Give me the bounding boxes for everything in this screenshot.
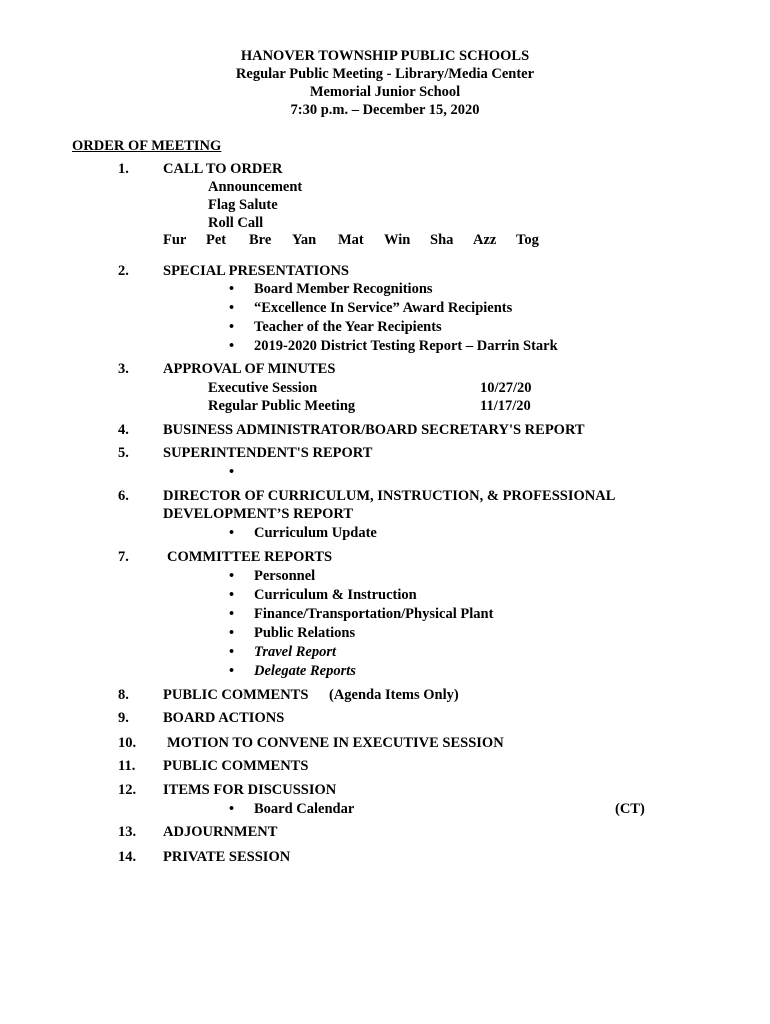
item-number: 7. xyxy=(118,549,129,565)
public-comments-title: PUBLIC COMMENTS xyxy=(163,758,309,774)
roll-name: Sha xyxy=(430,232,454,248)
item-number: 13. xyxy=(118,824,137,840)
list-item: Finance/Transportation/Physical Plant xyxy=(254,606,494,622)
announcement-subitem: Announcement xyxy=(208,179,303,195)
bullet-icon: • xyxy=(229,663,235,679)
roll-name: Pet xyxy=(206,232,227,248)
superintendent-report-title: SUPERINTENDENT'S REPORT xyxy=(163,445,373,461)
director-report-title: DIRECTOR OF CURRICULUM, INSTRUCTION, & PROFESSIONAL xyxy=(163,488,616,504)
roll-name: Azz xyxy=(473,232,497,248)
date-time-heading: 7:30 p.m. – December 15, 2020 xyxy=(290,102,480,118)
roll-name: Tog xyxy=(516,232,539,248)
item-number: 6. xyxy=(118,488,129,504)
bullet-icon: • xyxy=(229,625,235,641)
bullet-icon: • xyxy=(229,300,235,316)
ct-tag: (CT) xyxy=(615,801,645,817)
committee-reports-title: COMMITTEE REPORTS xyxy=(167,549,333,565)
list-item: Delegate Reports xyxy=(254,663,356,679)
bullet-icon: • xyxy=(229,281,235,297)
agenda-items-note: (Agenda Items Only) xyxy=(329,687,459,703)
roll-name: Fur xyxy=(163,232,187,248)
bullet-icon: • xyxy=(229,568,235,584)
roll-name: Win xyxy=(384,232,411,248)
item-number: 14. xyxy=(118,849,137,865)
list-item: Personnel xyxy=(254,568,316,584)
list-item: Curriculum Update xyxy=(254,525,377,541)
item-number: 2. xyxy=(118,263,129,279)
list-item: Curriculum & Instruction xyxy=(254,587,417,603)
bullet-icon: • xyxy=(229,606,235,622)
location-heading: Memorial Junior School xyxy=(309,84,461,100)
minutes-date: 11/17/20 xyxy=(480,398,531,414)
bullet-icon: • xyxy=(229,644,235,660)
item-number: 4. xyxy=(118,422,129,438)
item-number: 1. xyxy=(118,161,129,177)
roll-name: Mat xyxy=(338,232,364,248)
item-number: 5. xyxy=(118,445,129,461)
school-name-heading: HANOVER TOWNSHIP PUBLIC SCHOOLS xyxy=(240,48,530,64)
roll-call-subitem: Roll Call xyxy=(208,215,264,231)
minutes-date: 10/27/20 xyxy=(480,380,532,396)
list-item: Public Relations xyxy=(254,625,356,641)
executive-session-motion-title: MOTION TO CONVENE IN EXECUTIVE SESSION xyxy=(167,735,504,751)
bullet-icon: • xyxy=(229,464,235,480)
item-number: 9. xyxy=(118,710,129,726)
roll-name: Yan xyxy=(292,232,317,248)
roll-name: Bre xyxy=(249,232,272,248)
special-presentations-title: SPECIAL PRESENTATIONS xyxy=(163,263,350,279)
item-number: 10. xyxy=(118,735,137,751)
bullet-icon: • xyxy=(229,338,235,354)
item-number: 3. xyxy=(118,361,129,377)
public-comments-title: PUBLIC COMMENTS xyxy=(163,687,309,703)
item-number: 8. xyxy=(118,687,129,703)
flag-salute-subitem: Flag Salute xyxy=(208,197,278,213)
list-item: Travel Report xyxy=(254,644,337,660)
item-number: 11. xyxy=(118,758,136,774)
list-item: Board Member Recognitions xyxy=(254,281,433,297)
director-report-title-cont: DEVELOPMENT’S REPORT xyxy=(163,506,354,522)
board-actions-title: BOARD ACTIONS xyxy=(163,710,285,726)
adjournment-title: ADJOURNMENT xyxy=(163,824,278,840)
item-number: 12. xyxy=(118,782,137,798)
private-session-title: PRIVATE SESSION xyxy=(163,849,291,865)
list-item: Board Calendar xyxy=(254,801,355,817)
items-for-discussion-title: ITEMS FOR DISCUSSION xyxy=(163,782,337,798)
roll-call-names xyxy=(0,231,770,249)
bullet-icon: • xyxy=(229,525,235,541)
minutes-label: Regular Public Meeting xyxy=(208,398,356,414)
bullet-icon: • xyxy=(229,801,235,817)
approval-of-minutes-title: APPROVAL OF MINUTES xyxy=(163,361,336,377)
list-item: “Excellence In Service” Award Recipients xyxy=(254,300,513,316)
list-item: 2019-2020 District Testing Report – Darrin Stark xyxy=(254,338,558,354)
minutes-label: Executive Session xyxy=(208,380,318,396)
meeting-type-heading: Regular Public Meeting - Library/Media Center xyxy=(235,66,535,82)
bullet-icon: • xyxy=(229,319,235,335)
order-of-meeting-title: ORDER OF MEETING xyxy=(72,138,222,154)
call-to-order-title: CALL TO ORDER xyxy=(163,161,283,177)
bullet-icon: • xyxy=(229,587,235,603)
business-admin-report-title: BUSINESS ADMINISTRATOR/BOARD SECRETARY'S REPORT xyxy=(163,422,585,438)
list-item: Teacher of the Year Recipients xyxy=(254,319,442,335)
